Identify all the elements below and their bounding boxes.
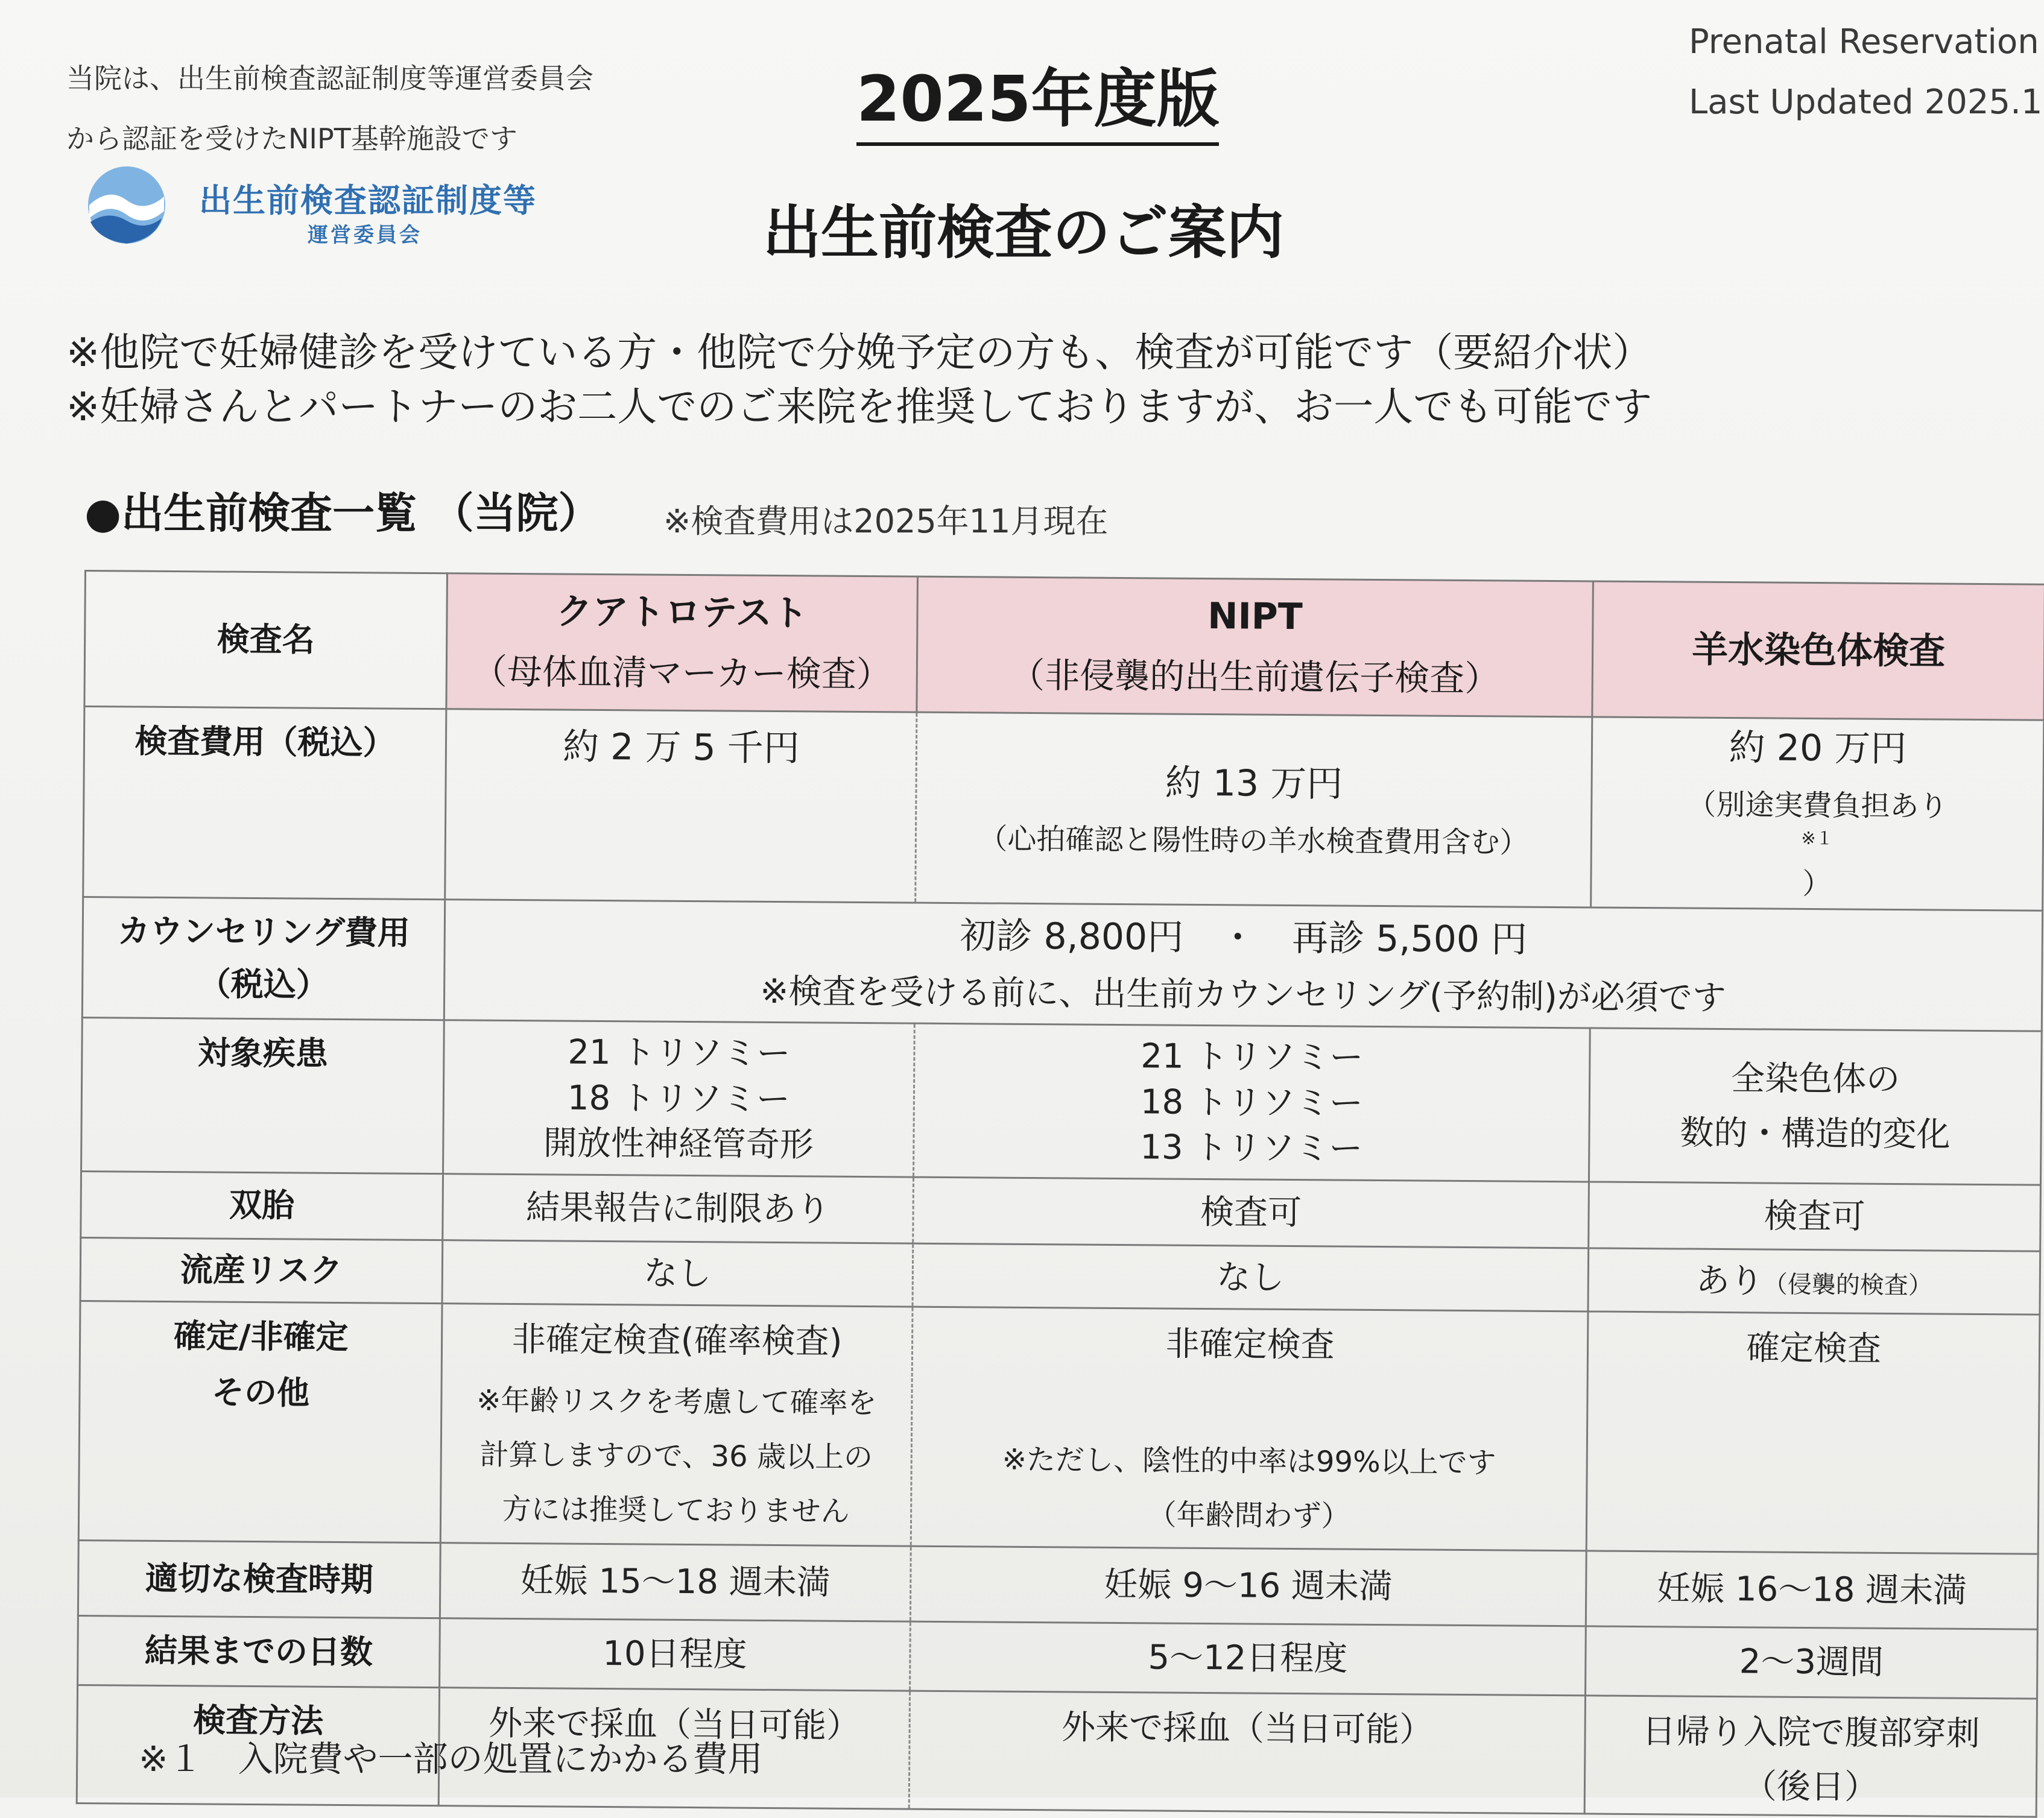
row-label-line: その他 [211, 1373, 310, 1412]
cell-miscarriage-quattro: なし [442, 1240, 913, 1307]
counseling-fee: 初診 8,800円 ・ 再診 5,500 円 [960, 914, 1528, 961]
cell-method-quattro: 外来で採血（当日可能） [438, 1688, 910, 1810]
logo-text-main: 出生前検査認証制度等 [199, 181, 537, 219]
section-title: ●出生前検査一覧 （当院） [84, 488, 601, 538]
notice-list [66, 326, 1652, 434]
disease-item: 開放性神経管奇形 [543, 1123, 814, 1165]
row-label-cost: 検査費用（税込） [83, 707, 446, 900]
cell-timing-quattro: 妊娠 15～18 週未満 [440, 1543, 911, 1621]
cell-definitive-quattro [440, 1304, 913, 1546]
table-row-counseling [82, 897, 2042, 1032]
cell-method-amniocentesis [1584, 1696, 2037, 1817]
disease-item: 数的・構造的変化 [1680, 1113, 1951, 1155]
cell-cost-nipt [916, 712, 1592, 907]
disease-item: 21 トリソミー [568, 1032, 791, 1074]
disease-item: 18 トリソミー [567, 1078, 791, 1119]
cell-twins-nipt: 検査可 [913, 1178, 1589, 1249]
row-label-counseling [82, 897, 445, 1020]
column-name: NIPT [1207, 595, 1303, 639]
definitive-value: 非確定検査(確率検査) [511, 1320, 843, 1362]
column-header-nipt [917, 576, 1593, 717]
column-name: クアトロテスト [555, 590, 809, 635]
cell-cost-quattro: 約 2 万 5 千円 [445, 709, 917, 903]
wave-logo-icon [84, 163, 169, 247]
notice-referral: ※他院で妊婦健診を受けている方・他院で分娩予定の方も、検査が可能です（要紹介状） [66, 329, 1653, 376]
page-title: 出生前検査のご案内 [763, 199, 1284, 267]
column-subname: （母体血清マーカー検査） [472, 651, 891, 695]
row-label-definitive [78, 1301, 442, 1543]
cell-disease-nipt [913, 1024, 1590, 1182]
certification-statement [66, 48, 593, 169]
method-line: （後日） [1742, 1766, 1879, 1807]
cell-twins-amniocentesis: 検査可 [1589, 1182, 2041, 1251]
row-label-method: 検査方法 [77, 1685, 439, 1805]
table-row-timing [78, 1540, 2038, 1629]
cell-cost-amniocentesis [1591, 717, 2044, 911]
certification-line-1: 当院は、出生前検査認証制度等運営委員会 [66, 62, 593, 95]
cell-disease-amniocentesis [1589, 1028, 2042, 1185]
cell-days-amniocentesis: 2～3週間 [1586, 1626, 2038, 1699]
notice-partner: ※妊婦さんとパートナーのお二人でのご来院を推奨しておりますが、お一人でも可能です [66, 383, 1653, 430]
cost-note: （心拍確認と陽性時の羊水検査費用含む） [978, 822, 1529, 860]
footnote: ※１ 入院費や一部の処置にかかる費用 [139, 1738, 763, 1779]
disease-item: 全染色体の [1730, 1058, 1900, 1099]
cell-timing-amniocentesis: 妊娠 16～18 週未満 [1586, 1551, 2038, 1629]
row-label-miscarriage: 流産リスク [80, 1238, 443, 1304]
column-subname: （非侵襲的出生前遺伝子検査） [1010, 655, 1500, 699]
table-row-definitive [78, 1301, 2040, 1554]
edition-label: 2025年度版 [856, 48, 1219, 146]
row-label-days: 結果までの日数 [78, 1615, 440, 1687]
cost-value: 約 13 万円 [1165, 762, 1343, 806]
cell-definitive-nipt [911, 1307, 1588, 1551]
definitive-note: （年齢問わず） [1147, 1498, 1350, 1533]
test-comparison-table-wrapper [76, 570, 2044, 1807]
definitive-value: 非確定検査 [1165, 1324, 1335, 1365]
cell-counseling [444, 900, 2042, 1031]
definitive-note: 方には推奨しておりません [502, 1492, 850, 1529]
definitive-note: 計算しますので、36 歳以上の [479, 1438, 873, 1475]
counseling-note: ※検査を受ける前に、出生前カウンセリング(予約制)が必須です [760, 971, 1727, 1018]
cell-method-nipt: 外来で採血（当日可能） [909, 1691, 1585, 1814]
table-row-days [78, 1615, 2038, 1699]
cell-twins-quattro: 結果報告に制限あり [443, 1174, 914, 1243]
risk-value: あり [1695, 1261, 1764, 1301]
disease-item: 21 トリソミー [1141, 1037, 1364, 1078]
row-label-timing: 適切な検査時期 [78, 1540, 440, 1618]
table-row-disease [81, 1018, 2042, 1185]
reservation-label: Prenatal Reservation [1689, 22, 2039, 62]
cost-date-note: ※検査費用は2025年11月現在 [663, 502, 1109, 540]
logo-text-sub: 運営委員会 [308, 223, 422, 247]
table-row-cost [83, 707, 2044, 911]
cell-miscarriage-amniocentesis [1588, 1248, 2040, 1315]
cost-note-end: ） [1802, 866, 1832, 901]
cell-days-quattro: 10日程度 [440, 1618, 911, 1691]
row-label-line: カウンセリング費用 [117, 912, 410, 952]
definitive-note: ※ただし、陰性的中率は99%以上です [1002, 1442, 1496, 1480]
cell-days-nipt: 5～12日程度 [910, 1621, 1586, 1696]
disease-item: 18 トリソミー [1140, 1082, 1364, 1123]
column-header-quattro [446, 573, 918, 712]
certification-line-2: から認証を受けたNIPT基幹施設です [66, 122, 517, 155]
footnote-ref: ※１ [1801, 827, 1834, 849]
last-updated: Last Updated 2025.1 [1689, 83, 2043, 122]
row-label-twins: 双胎 [81, 1172, 443, 1240]
cost-value: 約 20 万円 [1729, 727, 1907, 771]
cost-note-text: （別途実費負担あり [1687, 787, 1948, 824]
cell-disease-quattro [443, 1020, 915, 1177]
cell-miscarriage-nipt: なし [913, 1244, 1589, 1312]
column-name: 羊水染色体検査 [1691, 628, 1946, 673]
committee-logo [84, 163, 537, 253]
definitive-note: ※年齢リスクを考慮して確率を [476, 1383, 877, 1421]
row-label-line: （税込） [198, 965, 329, 1004]
corner-header: 検査名 [84, 571, 448, 709]
column-header-amniocentesis [1592, 581, 2044, 720]
risk-note: （侵襲的検査） [1763, 1270, 1932, 1300]
test-comparison-table [76, 570, 2044, 1818]
reservation-info [1689, 12, 2043, 133]
cell-definitive-amniocentesis: 確定検査 [1586, 1311, 2040, 1554]
method-line: 日帰り入院で腹部穿刺 [1642, 1712, 1980, 1753]
cost-note [1598, 785, 2036, 905]
row-label-disease: 対象疾患 [81, 1018, 445, 1174]
cell-timing-nipt: 妊娠 9～16 週未満 [910, 1546, 1586, 1626]
row-label-line: 確定/非確定 [173, 1317, 349, 1357]
table-header-row [84, 571, 2044, 721]
disease-item: 13 トリソミー [1140, 1128, 1363, 1169]
